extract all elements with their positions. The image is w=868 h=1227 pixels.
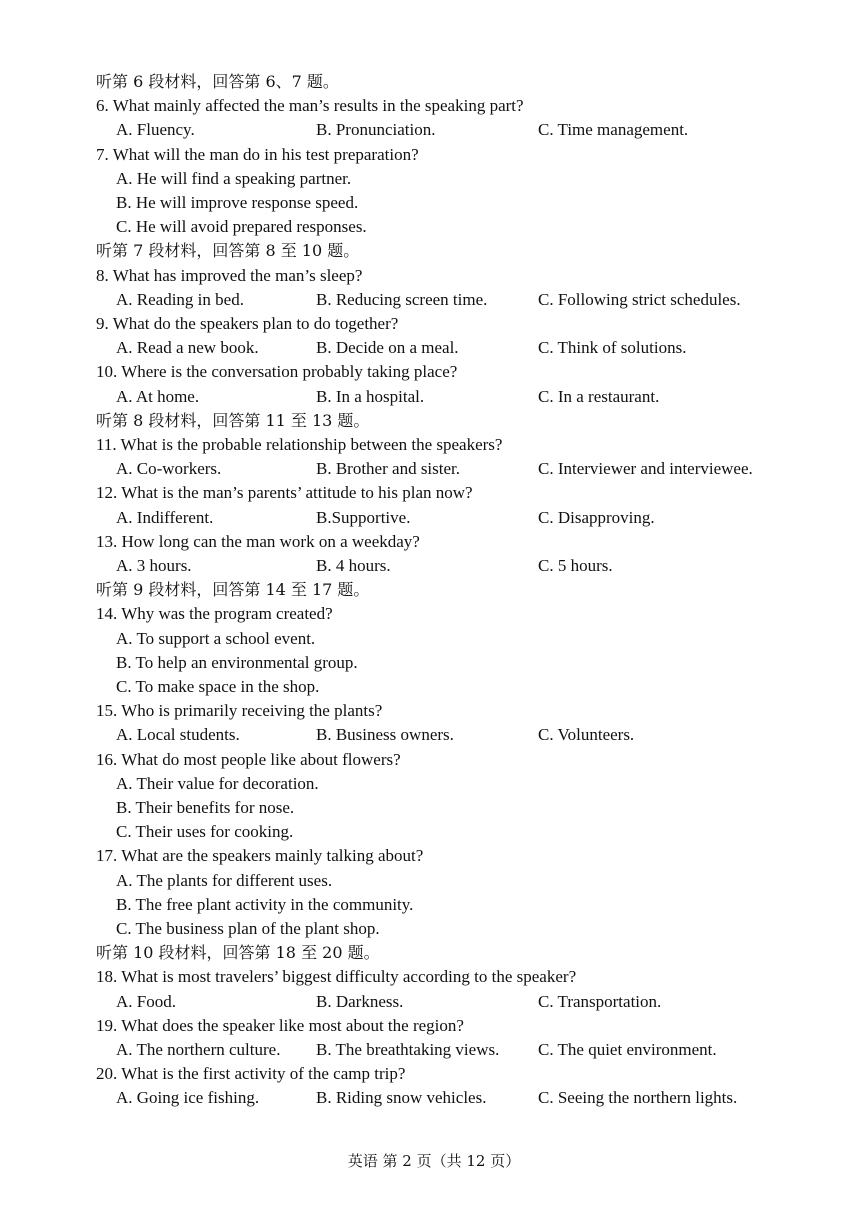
section-heading: 听第 7 段材料，回答第 8 至 10 题。 — [96, 241, 360, 261]
answer-option: B. Their benefits for nose. — [116, 798, 295, 817]
answer-option: C. He will avoid prepared responses. — [116, 217, 367, 237]
answer-option: C. Their uses for cooking. — [116, 822, 294, 842]
question-text: 20. What is the first activity of the camp trip? — [96, 1064, 406, 1084]
answer-option: A. Reading in bed. — [116, 289, 244, 309]
answer-option: C. 5 hours. — [538, 556, 613, 575]
answer-option: A. Their value for decoration. — [116, 773, 319, 793]
answer-option: C. In a restaurant. — [538, 386, 660, 406]
question-text: 11. What is the probable relationship between the speakers? — [96, 435, 503, 454]
answer-option: B.Supportive. — [316, 507, 411, 527]
question-text: 9. What do the speakers plan to do together? — [96, 314, 399, 333]
answer-option: A. Local students. — [116, 725, 240, 745]
answer-option: A. Going ice fishing. — [116, 1088, 260, 1108]
answer-option: C. Think of solutions. — [538, 338, 687, 358]
answer-option: B. Darkness. — [316, 991, 404, 1011]
answer-option: C. The quiet environment. — [538, 1040, 717, 1059]
answer-option: A. Indifferent. — [116, 507, 214, 527]
answer-option: A. Food. — [116, 991, 176, 1011]
answer-option: C. Following strict schedules. — [538, 289, 741, 309]
answer-option: C. The business plan of the plant shop. — [116, 919, 380, 938]
answer-option: C. To make space in the shop. — [116, 677, 320, 696]
question-text: 6. What mainly affected the man’s results in the speaking part? — [96, 96, 524, 116]
page-footer: 英语 第 2 页（共 12 页） — [347, 1152, 521, 1170]
question-text: 15. Who is primarily receiving the plants? — [96, 701, 383, 721]
answer-option: A. The plants for different uses. — [116, 870, 333, 890]
answer-option: A. Read a new book. — [116, 338, 259, 358]
answer-option: A. 3 hours. — [116, 556, 192, 575]
answer-option: C. Seeing the northern lights. — [538, 1088, 738, 1108]
question-text: 10. Where is the conversation probably taking place? — [96, 362, 458, 382]
answer-option: B. 4 hours. — [316, 556, 391, 575]
question-text: 19. What does the speaker like most about the region? — [96, 1015, 464, 1035]
question-text: 18. What is most travelers’ biggest difficulty according to the speaker? — [96, 967, 577, 987]
answer-option: B. He will improve response speed. — [116, 193, 359, 212]
answer-option: A. He will find a speaking partner. — [116, 168, 352, 188]
answer-option: B. The free plant activity in the community. — [116, 894, 414, 914]
question-text: 17. What are the speakers mainly talking about? — [96, 846, 424, 866]
section-heading: 听第 10 段材料，回答第 18 至 20 题。 — [96, 943, 380, 963]
answer-option: A. Co-workers. — [116, 459, 222, 479]
question-text: 12. What is the man’s parents’ attitude to his plan now? — [96, 483, 473, 503]
answer-option: A. The northern culture. — [116, 1040, 281, 1059]
question-text: 13. How long can the man work on a weekday? — [96, 531, 420, 551]
answer-option: B. Business owners. — [316, 725, 454, 745]
question-text: 14. Why was the program created? — [96, 604, 333, 624]
answer-option: B. Brother and sister. — [316, 459, 461, 479]
answer-option: C. Transportation. — [538, 991, 662, 1011]
question-text: 7. What will the man do in his test preparation? — [96, 144, 419, 164]
section-heading: 听第 6 段材料，回答第 6、7 题。 — [96, 72, 339, 91]
question-text: 8. What has improved the man’s sleep? — [96, 265, 363, 285]
answer-option: B. Riding snow vehicles. — [316, 1088, 487, 1108]
answer-option: B. The breathtaking views. — [316, 1040, 500, 1059]
answer-option: B. Decide on a meal. — [316, 338, 459, 358]
answer-option: C. Volunteers. — [538, 725, 635, 745]
answer-option: C. Time management. — [538, 120, 689, 140]
answer-option: C. Interviewer and interviewee. — [538, 459, 753, 479]
answer-option: B. To help an environmental group. — [116, 652, 358, 672]
question-text: 16. What do most people like about flowers? — [96, 749, 401, 769]
answer-option: B. In a hospital. — [316, 386, 425, 406]
answer-option: A. To support a school event. — [116, 628, 316, 648]
answer-option: C. Disapproving. — [538, 507, 655, 527]
section-heading: 听第 9 段材料，回答第 14 至 17 题。 — [96, 580, 370, 600]
answer-option: B. Reducing screen time. — [316, 289, 488, 309]
answer-option: A. Fluency. — [116, 120, 195, 140]
answer-option: A. At home. — [116, 386, 200, 406]
section-heading: 听第 8 段材料，回答第 11 至 13 题。 — [96, 410, 370, 430]
answer-option: B. Pronunciation. — [316, 120, 436, 140]
